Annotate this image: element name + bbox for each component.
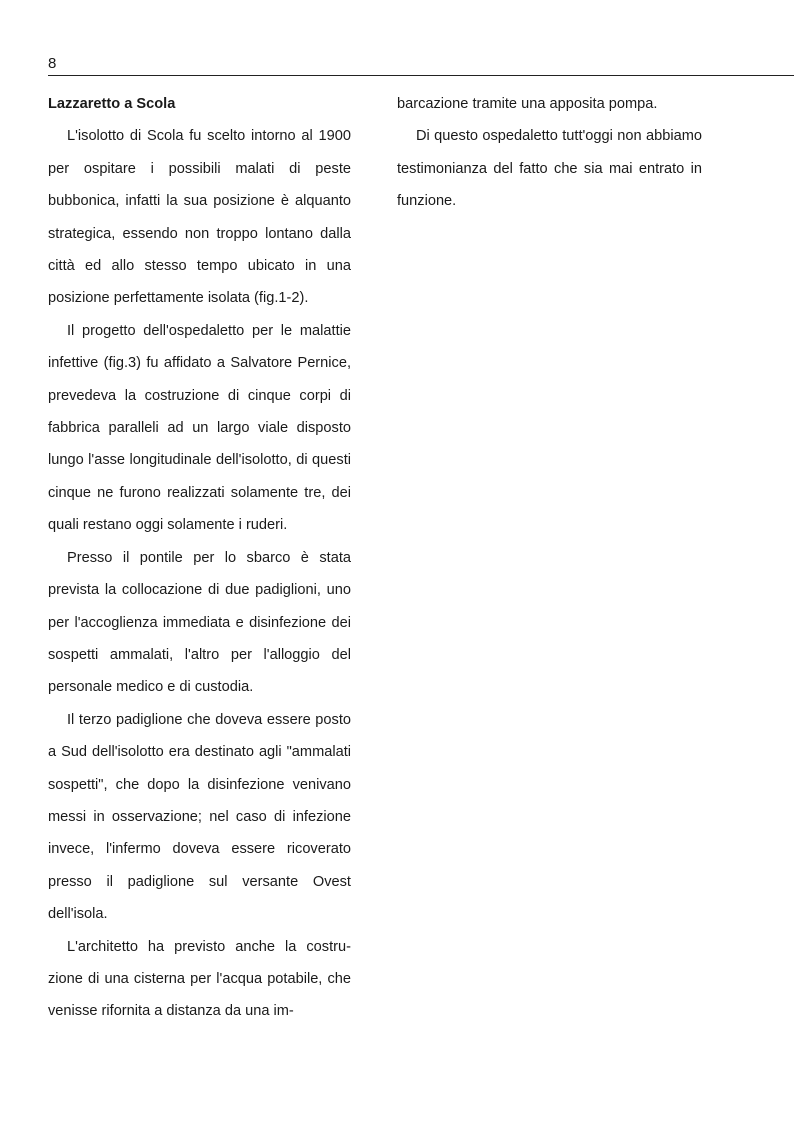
paragraph: L'architetto ha previsto anche la costruzione di una cisterna per l'acqua potabile, che venisse rifornita a distanza da una im-: [48, 938, 351, 1020]
page-number: 8: [48, 55, 57, 72]
paragraph: Presso il pontile per lo sbarco è stata prevista la collocazione di due padiglioni, uno per l'accoglienza immediata e disinfezione dei sospetti ammalati, l'altro per l'alloggio del personale medico e di custodia.: [48, 549, 351, 696]
paragraph: Di questo ospedaletto tutt'oggi non abbiamo testimonianza del fatto che sia mai entrato in funzione.: [397, 128, 702, 210]
left-column: [48, 88, 351, 1028]
right-column: [397, 88, 702, 218]
paragraph: L'isolotto di Scola fu scelto intorno al 1900 per ospitare i possibili malati di peste bubbonica, infatti la sua posizione è alquanto strategica, essendo non troppo lontano dalla città ed allo stesso tempo ubicato in una posizione perfettamente isolata (fig.1-2).: [48, 128, 351, 307]
paragraph: Il progetto dell'ospedaletto per le malattie infettive (fig.3) fu affidato a Salvatore Pernice, prevedeva la costruzione di cinque corpi di fabbrica paralleli ad un largo viale disposto lungo l'asse longitudinale dell'isolotto, di questi cinque ne furono realizzati solamente tre, dei quali restano oggi solamente i ruderi.: [48, 322, 351, 534]
section-title: Lazzaretto a Scola: [48, 96, 176, 112]
paragraph: Il terzo padiglione che doveva essere posto a Sud dell'isolotto era destinato agli "ammalati sospetti", che dopo la disinfezione venivano messi in osservazione; nel caso di infezione invece, l'infermo doveva essere ricoverato presso il padiglione sul versante Ovest dell'isola.: [48, 711, 351, 923]
header-rule: [48, 75, 794, 76]
paragraph-continuation: barcazione tramite una apposita pompa.: [397, 96, 658, 112]
